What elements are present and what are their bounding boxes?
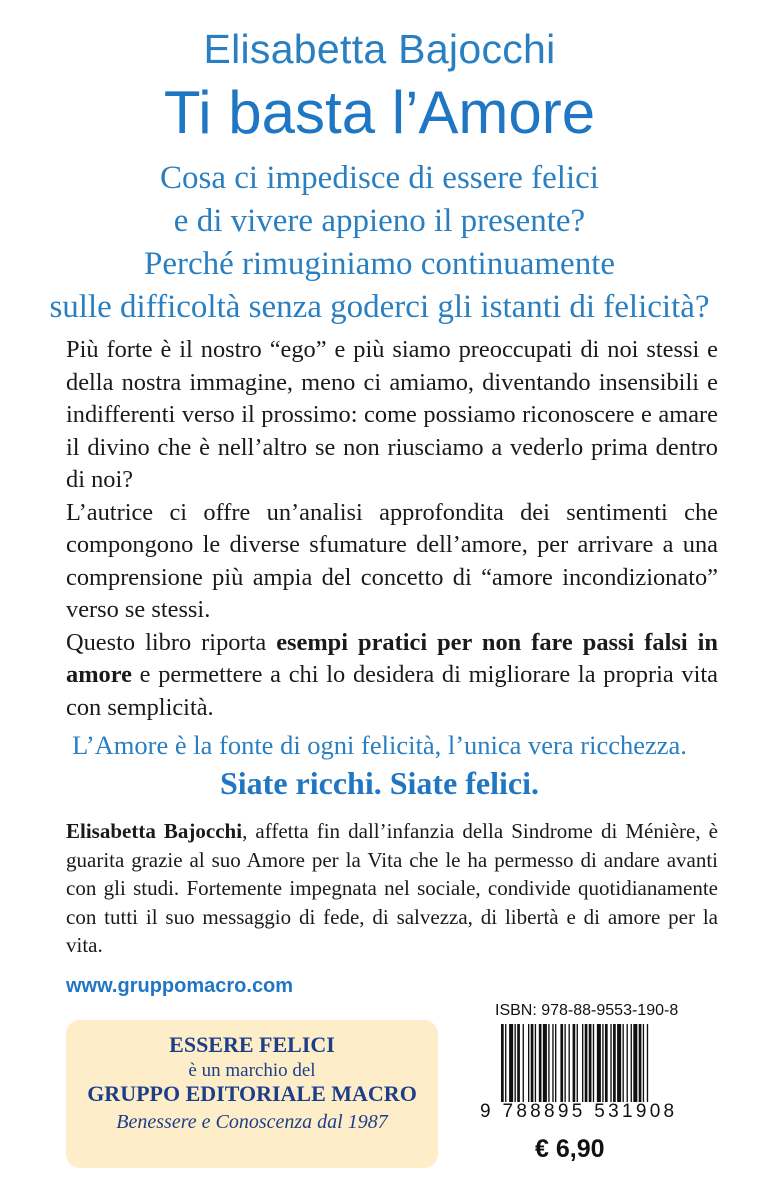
question-line: e di vivere appieno il presente? bbox=[173, 203, 586, 239]
paragraph-text: e permettere a chi lo desidera di migliorare la propria vita con semplicità. bbox=[66, 661, 718, 721]
isbn-label: ISBN: 978-88-9553-190-8 bbox=[495, 1002, 679, 1019]
author-bio bbox=[66, 817, 718, 960]
publisher-box bbox=[66, 1020, 438, 1168]
book-title: Ti basta l’Amore bbox=[163, 79, 596, 146]
question-line: Cosa ci impedisce di essere felici bbox=[160, 160, 599, 196]
question-line: sulle difficoltà senza goderci gli istanti di felicità? bbox=[49, 289, 710, 325]
tagline: L’Amore è la fonte di ogni felicità, l’unica vera ricchezza. bbox=[72, 730, 687, 760]
bio-name: Elisabetta Bajocchi bbox=[66, 819, 243, 843]
publisher-group: GRUPPO EDITORIALE MACRO bbox=[87, 1081, 417, 1106]
barcode-digits: 9 788895 531908 bbox=[480, 1101, 678, 1122]
imprint-name: ESSERE FELICI bbox=[169, 1032, 335, 1057]
paragraph-emphasis: esempi pratici per non fare passi falsi in amore bbox=[66, 628, 718, 688]
question-line: Perché rimuginiamo continuamente bbox=[143, 246, 616, 282]
description-paragraph bbox=[66, 627, 718, 725]
publisher-website-link[interactable]: www.gruppomacro.com bbox=[66, 975, 294, 997]
author-name: Elisabetta Bajocchi bbox=[203, 26, 556, 72]
slogan: Siate ricchi. Siate felici. bbox=[219, 765, 539, 801]
publisher-motto: Benessere e Conoscenza dal 1987 bbox=[116, 1111, 388, 1133]
bio-text: , affetta fin dall’infanzia della Sindrome di Ménière, è guarita grazie al suo Amore per la Vita che le ha permesso di andare avanti con gli studi. Fortemente impegnata nel sociale, condivide quotidianamente con tutti il suo messaggio di fede, di salvezza, di libertà e di amore per la vita. bbox=[66, 819, 718, 957]
intro-questions bbox=[0, 157, 759, 329]
description-paragraph: Più forte è il nostro “ego” e più siamo preoccupati di noi stessi e della nostra immagine, meno ci amiamo, diventando insensibili e indifferenti verso il prossimo: come possiamo riconoscere e amare il divino che è nell’altro se non riusciamo a vederlo prima dentro di noi? bbox=[66, 336, 718, 493]
price: € 6,90 bbox=[535, 1135, 605, 1163]
description bbox=[66, 334, 718, 724]
imprint-line: è un marchio del bbox=[188, 1060, 316, 1081]
description-paragraph: L’autrice ci offre un’analisi approfondita dei sentimenti che compongono le diverse sfumature dell’amore, per arrivare a una comprensione più ampia del concetto di “amore incondizionato” verso se stessi. bbox=[66, 498, 718, 623]
paragraph-text: Questo libro riporta bbox=[66, 628, 277, 656]
